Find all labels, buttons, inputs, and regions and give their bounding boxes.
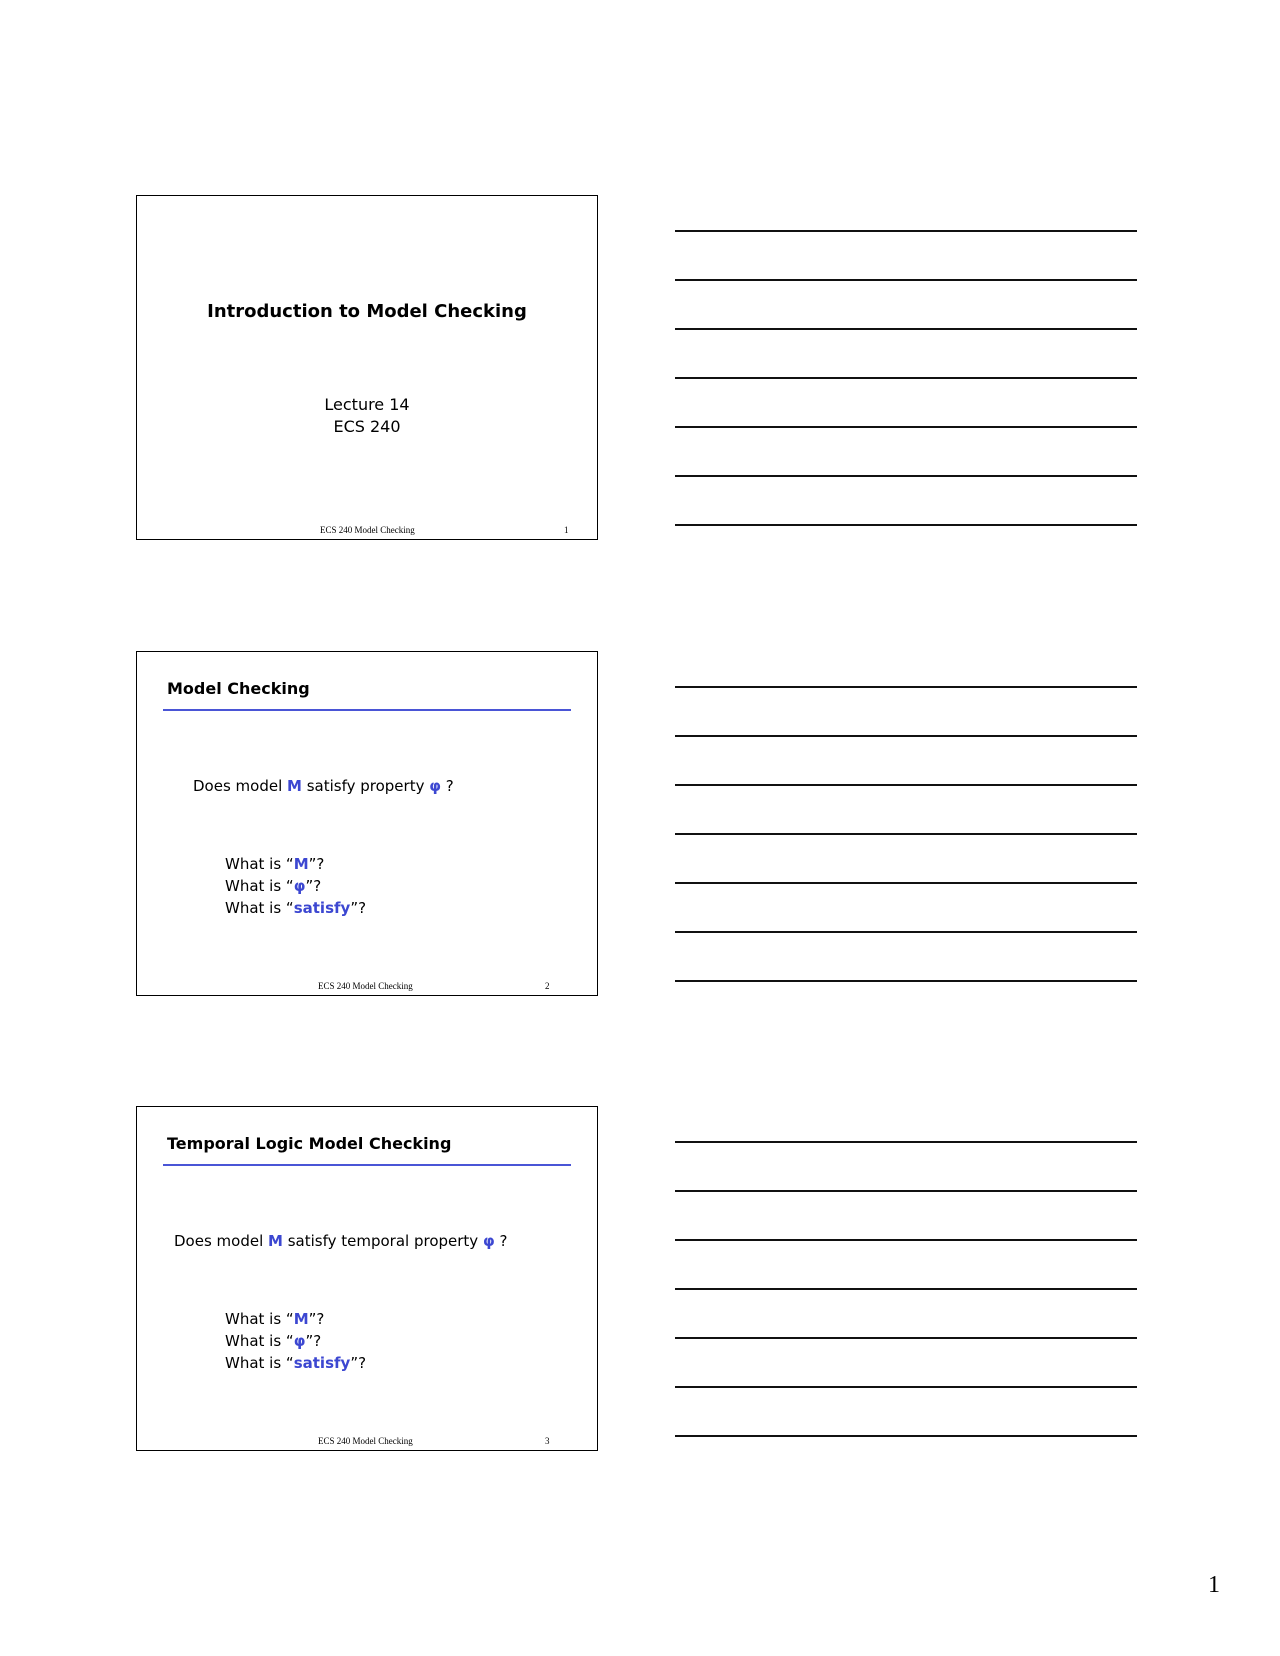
note-line [675,882,1137,884]
course-label: ECS 240 [333,417,401,436]
slide-2 [136,651,598,996]
heading-rule [163,709,571,711]
list-item: What is “satisfy”? [225,899,367,917]
model-symbol: M [287,777,302,795]
question-list [225,853,366,919]
note-line [675,686,1137,688]
note-line [675,1435,1137,1437]
list-item: What is “φ”? [225,1332,322,1350]
slide-heading: Model Checking [167,679,310,698]
slide-1 [136,195,598,540]
note-line [675,230,1137,232]
slide-subtitle [137,394,597,438]
heading-rule [163,1164,571,1166]
note-line [675,1337,1137,1339]
slide-heading: Temporal Logic Model Checking [167,1134,452,1153]
page-number: 1 [1208,1572,1220,1598]
note-line [675,475,1137,477]
note-line [675,784,1137,786]
note-line [675,1288,1137,1290]
question-text: Does model [193,777,288,795]
note-line [675,328,1137,330]
note-line [675,524,1137,526]
note-line [675,426,1137,428]
note-line [675,735,1137,737]
note-line [675,980,1137,982]
list-item: What is “M”? [225,1310,325,1328]
slide-number: 3 [545,1436,550,1446]
slide-question [193,777,454,795]
note-line [675,833,1137,835]
note-line [675,931,1137,933]
note-line [675,377,1137,379]
lecture-label: Lecture 14 [324,395,410,414]
slide-question [174,1232,507,1250]
list-item: What is “φ”? [225,877,322,895]
footer-text: ECS 240 Model Checking [318,1436,413,1446]
slide-title: Introduction to Model Checking [207,301,527,322]
footer-text: ECS 240 Model Checking [320,525,415,535]
question-text: ? [494,1232,508,1250]
question-text: Does model [174,1232,269,1250]
property-symbol: φ [429,777,441,795]
question-list [225,1308,366,1374]
slide-number: 2 [545,981,550,991]
question-text: ? [440,777,454,795]
note-line [675,1386,1137,1388]
question-text: satisfy property [301,777,430,795]
property-symbol: φ [482,1232,495,1250]
note-line [675,279,1137,281]
note-line [675,1190,1137,1192]
list-item: What is “M”? [225,855,325,873]
model-symbol: M [268,1232,283,1250]
list-item: What is “satisfy”? [225,1354,367,1372]
footer-text: ECS 240 Model Checking [318,981,413,991]
note-line [675,1141,1137,1143]
slide-number: 1 [564,525,569,535]
note-line [675,1239,1137,1241]
slide-3 [136,1106,598,1451]
question-text: satisfy temporal property [282,1232,483,1250]
